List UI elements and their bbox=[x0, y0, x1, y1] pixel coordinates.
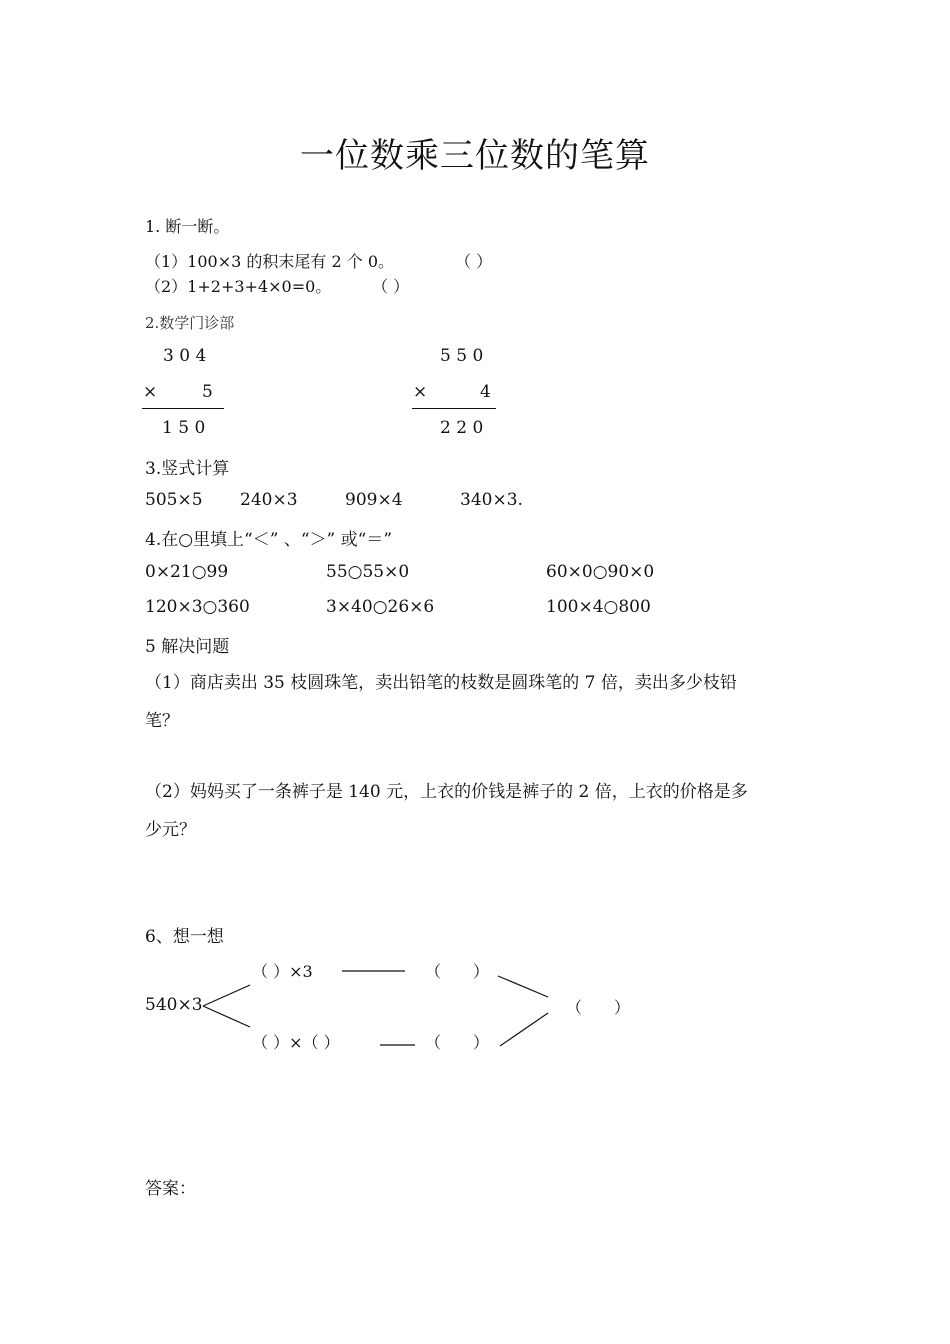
q6-heading: 6、想一想 bbox=[145, 927, 224, 947]
q3-item: 340×3. bbox=[460, 490, 523, 510]
q3-item: 505×5 bbox=[145, 490, 203, 510]
q4-compare: 60×0○90×0 bbox=[546, 562, 655, 582]
q4-compare: 55○55×0 bbox=[326, 562, 410, 582]
q3-item: 240×3 bbox=[240, 490, 298, 510]
calc1-result: 1 5 0 bbox=[162, 418, 206, 438]
page-title: 一位数乘三位数的笔算 bbox=[300, 136, 650, 176]
q3-item: 909×4 bbox=[345, 490, 403, 510]
q1-item-2-blank[interactable]: （ ） bbox=[372, 277, 410, 296]
q5-problem-1-line-2: 笔？ bbox=[145, 711, 179, 731]
q1-item-1: （1）100×3 的积末尾有 2 个 0。 bbox=[145, 252, 395, 271]
q4-compare: 3×40○26×6 bbox=[326, 597, 435, 617]
q5-problem-1-line-1: （1）商店卖出 35 枝圆珠笔，卖出铅笔的枝数是圆珠笔的 7 倍，卖出多少枝铅 bbox=[145, 673, 737, 693]
q1-heading: 1. 断一断。 bbox=[145, 217, 230, 236]
q4-heading: 4.在○里填上“＜” 、“＞” 或“＝” bbox=[145, 530, 393, 550]
q1-item-1-blank[interactable]: （ ） bbox=[455, 252, 493, 271]
q4-compare: 100×4○800 bbox=[546, 597, 651, 617]
q2-heading: 2.数学门诊部 bbox=[145, 314, 235, 332]
q5-heading: 5 解决问题 bbox=[145, 637, 230, 657]
calc2-result: 2 2 0 bbox=[440, 418, 484, 438]
q5-problem-2-line-2: 少元？ bbox=[145, 820, 196, 840]
diagram-top-expression[interactable]: （ ）×3 bbox=[252, 962, 313, 981]
q4-compare: 0×21○99 bbox=[145, 562, 229, 582]
calc1-top: 3 0 4 bbox=[163, 346, 207, 366]
diagram-start: 540×3 bbox=[145, 995, 203, 1015]
q3-heading: 3.竖式计算 bbox=[145, 459, 230, 479]
q1-item-2: （2）1+2+3+4×0=0。 bbox=[145, 277, 332, 296]
q4-compare: 120×3○360 bbox=[145, 597, 250, 617]
diagram-bottom-expression[interactable]: （ ）×（ ） bbox=[252, 1033, 340, 1052]
diagram-bottom-result[interactable]: （ ） bbox=[425, 1033, 490, 1052]
calc1-operator: × bbox=[143, 382, 158, 402]
diagram-top-result[interactable]: （ ） bbox=[425, 962, 490, 981]
calc2-operator: × bbox=[413, 382, 428, 402]
diagram-final-result[interactable]: （ ） bbox=[566, 998, 631, 1017]
q5-problem-2-line-1: （2）妈妈买了一条裤子是 140 元，上衣的价钱是裤子的 2 倍，上衣的价格是多 bbox=[145, 782, 748, 802]
answer-label: 答案： bbox=[145, 1179, 196, 1199]
calc1-bottom: 5 bbox=[202, 382, 213, 402]
calc2-top: 5 5 0 bbox=[440, 346, 484, 366]
calc2-bottom: 4 bbox=[480, 382, 491, 402]
